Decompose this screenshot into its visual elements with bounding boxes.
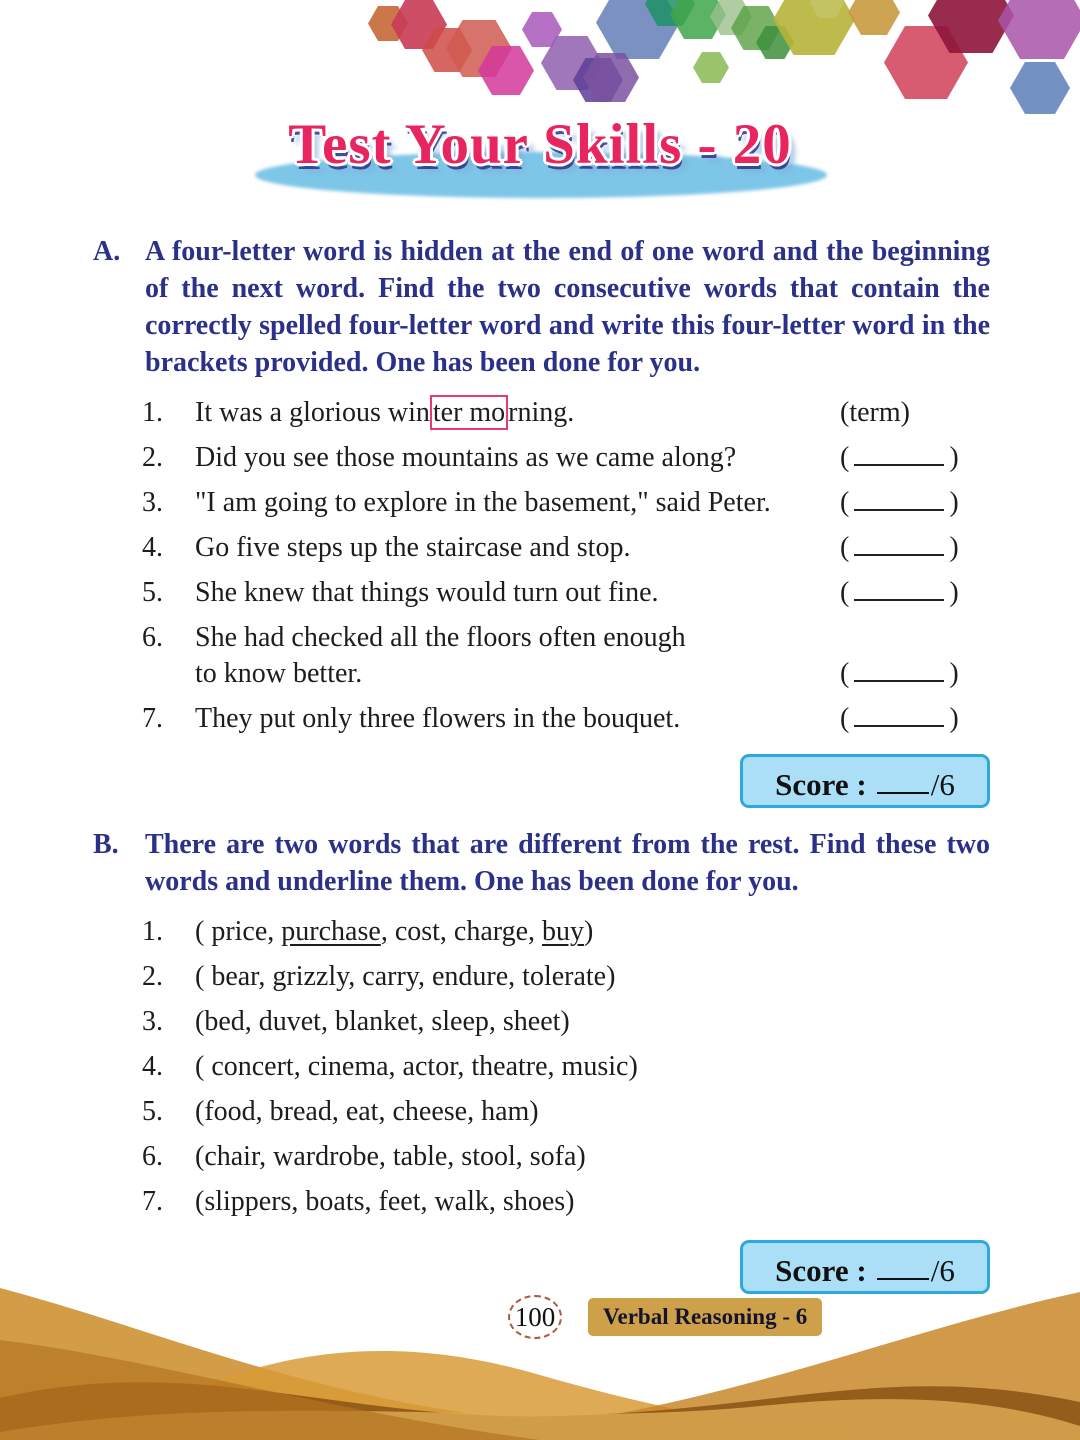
score-blank-line — [877, 792, 929, 794]
section-b-heading — [93, 826, 990, 900]
close-paren: ) — [949, 487, 959, 518]
question-row — [142, 440, 990, 476]
close-paren: ) — [949, 658, 959, 689]
answer-blank-line — [854, 582, 944, 601]
question-row — [142, 620, 990, 692]
item-number: 1. — [142, 916, 163, 947]
question-row — [142, 701, 990, 737]
question-row — [142, 530, 990, 566]
item-text: They put only three flowers in the bouquet. — [195, 703, 681, 734]
answer-blank-line — [854, 492, 944, 511]
item-text: (food, bread, eat, cheese, ham) — [195, 1096, 539, 1127]
open-paren: ( — [840, 703, 850, 734]
question-row — [142, 959, 990, 995]
word-list-part: ) — [584, 916, 594, 947]
question-row — [142, 914, 990, 950]
answer-blank-line — [854, 447, 944, 466]
underlined-word: purchase — [281, 916, 381, 947]
open-paren: ( — [840, 442, 850, 473]
answer-blank-line — [854, 537, 944, 556]
item-text: ( concert, cinema, actor, theatre, music) — [195, 1051, 638, 1082]
score-label: Score : — [775, 767, 867, 802]
question-row — [142, 1049, 990, 1085]
score-denominator: /6 — [930, 1253, 955, 1288]
open-paren: ( — [840, 532, 850, 563]
page-title — [0, 113, 1080, 211]
item-number: 2. — [142, 442, 163, 473]
wave-decoration — [0, 1280, 1080, 1440]
answer-brackets — [840, 656, 990, 692]
item-text-line: to know better. — [195, 658, 363, 689]
close-paren: ) — [949, 577, 959, 608]
section-a-items — [93, 395, 990, 737]
word-list-part: ( price, — [195, 916, 282, 947]
item-text: (slippers, boats, feet, walk, shoes) — [195, 1186, 575, 1217]
item-number: 7. — [142, 703, 163, 734]
question-row — [142, 1094, 990, 1130]
question-row — [142, 1184, 990, 1220]
item-text: ( bear, grizzly, carry, endure, tolerate) — [195, 961, 616, 992]
hexagon-shape — [1010, 62, 1070, 114]
answer-blank-line — [854, 663, 944, 682]
item-number: 1. — [142, 397, 163, 428]
close-paren: ) — [949, 442, 959, 473]
section-b — [93, 826, 990, 1229]
item-number: 2. — [142, 961, 163, 992]
question-row — [142, 1139, 990, 1175]
section-a-heading — [93, 233, 990, 381]
open-paren: ( — [840, 577, 850, 608]
section-b-label: B. — [93, 829, 119, 860]
page-number-text: 100 — [514, 1301, 556, 1332]
item-number: 5. — [142, 1096, 163, 1127]
page-title-text: Test Your Skills - 20 — [288, 113, 792, 176]
item-number: 3. — [142, 1006, 163, 1037]
question-row — [142, 395, 990, 431]
section-a — [93, 233, 990, 746]
item-text-part: rning. — [508, 397, 575, 428]
item-text — [195, 914, 990, 950]
item-text — [195, 395, 840, 431]
section-b-items — [93, 914, 990, 1220]
item-number: 5. — [142, 577, 163, 608]
close-paren: ) — [949, 532, 959, 563]
section-a-label: A. — [93, 236, 121, 267]
item-text-part: It was a glorious win — [195, 397, 430, 428]
answer-brackets — [840, 575, 990, 611]
item-number: 4. — [142, 1051, 163, 1082]
underlined-word: buy — [542, 916, 585, 947]
section-a-instructions: A four-letter word is hidden at the end of one word and the beginning of the next word. Find the two consecutive words that contain the correctly spelled four-letter word and write this four-letter word in the brackets provided. One has been done for you. — [145, 236, 990, 378]
question-row — [142, 485, 990, 521]
item-number: 7. — [142, 1186, 163, 1217]
open-paren: ( — [840, 487, 850, 518]
hexagon-shape — [693, 52, 729, 83]
hexagon-shape — [848, 0, 900, 35]
item-text — [195, 620, 840, 692]
answer-brackets — [840, 485, 990, 521]
score-denominator: /6 — [930, 767, 955, 802]
item-number: 3. — [142, 487, 163, 518]
item-text: (bed, duvet, blanket, sleep, sheet) — [195, 1006, 570, 1037]
answer-brackets — [840, 440, 990, 476]
example-answer: (term) — [840, 397, 910, 428]
section-b-instructions: There are two words that are different from the rest. Find these two words and underline them. One has been done for you. — [145, 829, 990, 897]
hidden-word-box: ter mo — [430, 395, 508, 430]
item-number: 6. — [142, 1141, 163, 1172]
item-text-line: She had checked all the floors often enough — [195, 622, 686, 653]
item-text: She knew that things would turn out fine. — [195, 577, 659, 608]
answer-brackets — [840, 530, 990, 566]
question-row — [142, 1004, 990, 1040]
word-list-part: , cost, charge, — [380, 916, 543, 947]
open-paren: ( — [840, 658, 850, 689]
item-number: 6. — [142, 622, 163, 653]
answer-brackets — [840, 701, 990, 737]
answer-blank-line — [854, 708, 944, 727]
item-text: (chair, wardrobe, table, stool, sofa) — [195, 1141, 586, 1172]
close-paren: ) — [949, 703, 959, 734]
question-row — [142, 575, 990, 611]
item-text: "I am going to explore in the basement," said Peter. — [195, 487, 771, 518]
score-label: Score : — [775, 1253, 867, 1288]
item-number: 4. — [142, 532, 163, 563]
hexagon-shape — [998, 0, 1080, 59]
item-text: Did you see those mountains as we came along? — [195, 442, 737, 473]
score-box-a — [740, 754, 990, 808]
item-text: Go five steps up the staircase and stop. — [195, 532, 631, 563]
book-title-text: Verbal Reasoning - 6 — [603, 1304, 808, 1329]
